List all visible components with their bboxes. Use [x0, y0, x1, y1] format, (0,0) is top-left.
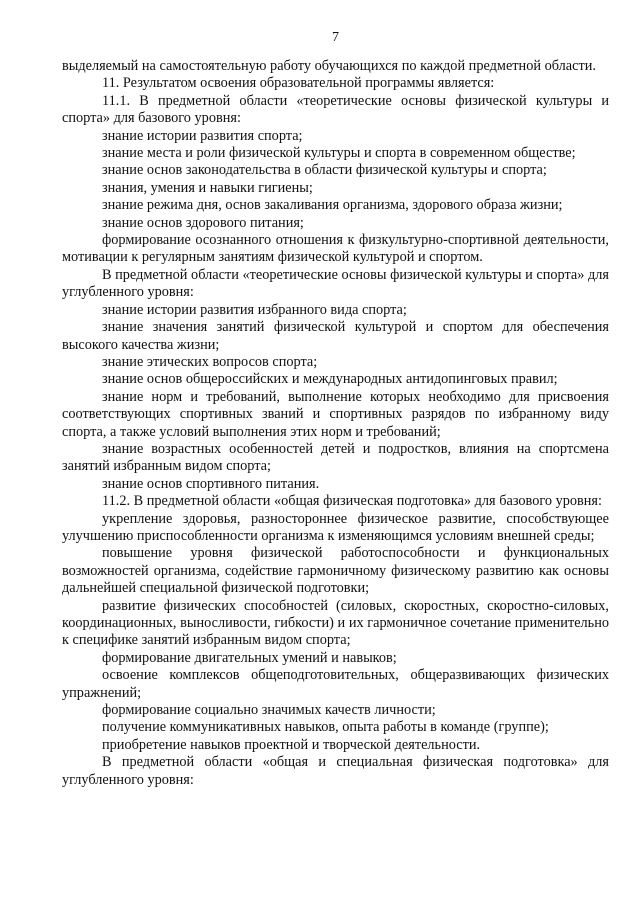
list-item: формирование социально значимых качеств личности;	[102, 702, 436, 719]
list-item: знание истории развития избранного вида спорта;	[102, 301, 407, 318]
list-item: формирование двигательных умений и навыков;	[102, 649, 397, 666]
list-item: знание возрастных особенностей детей и подростков, влияния на спортсмена занятий избранным видом спорта;	[62, 440, 609, 475]
list-item: знание режима дня, основ закаливания организма, здорового образа жизни;	[102, 197, 563, 214]
document-body	[62, 58, 609, 789]
paragraph: В предметной области «общая и специальная физическая подготовка» для углубленного уровня:	[62, 754, 609, 788]
list-item: развитие физических способностей (силовых, скоростных, скоростно-силовых, координационных, выносливости, гибкости) и их гармоничное сочетание применительно к специфике занятий избранным видом спорта;	[62, 597, 609, 649]
list-item: знание основ законодательства в области физической культуры и спорта;	[102, 162, 547, 179]
paragraph: В предметной области «теоретические основы физической культуры и спорта» для углубленного уровня:	[62, 266, 609, 301]
list-item: повышение уровня физической работоспособности и функциональных возможностей организма, содействие гармоничному физическому развитию как основы дальнейшей специальной физической подготовки;	[62, 545, 609, 597]
list-item: знание основ общероссийских и международных антидопинговых правил;	[102, 371, 558, 388]
list-item: знание этических вопросов спорта;	[102, 353, 318, 370]
paragraph: 11.2. В предметной области «общая физическая подготовка» для базового уровня:	[102, 493, 602, 510]
list-item: знание места и роли физической культуры и спорта в современном обществе;	[102, 145, 576, 162]
page-number: 7	[332, 30, 339, 45]
list-item: знание истории развития спорта;	[102, 127, 303, 144]
paragraph: выделяемый на самостоятельную работу обучающихся по каждой предметной области.	[62, 58, 596, 74]
list-item: формирование осознанного отношения к физкультурно-спортивной деятельности, мотивации к регулярным занятиям физической культурой и спортом.	[62, 232, 609, 266]
list-item: знание норм и требований, выполнение которых необходимо для присвоения соответствующих спортивных званий и спортивных разрядов по избранному виду спорта, а также условий выполнения этих норм и требований;	[62, 388, 609, 440]
list-item: знание основ здорового питания;	[102, 214, 304, 231]
list-item: укрепление здоровья, разностороннее физическое развитие, способствующее улучшению приспособленности организма к изменяющимся условиям внешней среды;	[62, 510, 609, 544]
list-item: знание основ спортивного питания.	[102, 475, 320, 492]
list-item: знания, умения и навыки гигиены;	[102, 179, 313, 196]
paragraph: 11.1. В предметной области «теоретические основы физической культуры и спорта» для базового уровня:	[62, 92, 609, 127]
list-item: освоение комплексов общеподготовительных, общеразвивающих физических упражнений;	[62, 667, 609, 701]
list-item: приобретение навыков проектной и творческой деятельности.	[102, 736, 481, 753]
paragraph: 11. Результатом освоения образовательной программы является:	[102, 75, 495, 92]
list-item: получение коммуникативных навыков, опыта работы в команде (группе);	[102, 719, 549, 736]
list-item: знание значения занятий физической культурой и спортом для обеспечения высокого качества жизни;	[62, 319, 609, 353]
